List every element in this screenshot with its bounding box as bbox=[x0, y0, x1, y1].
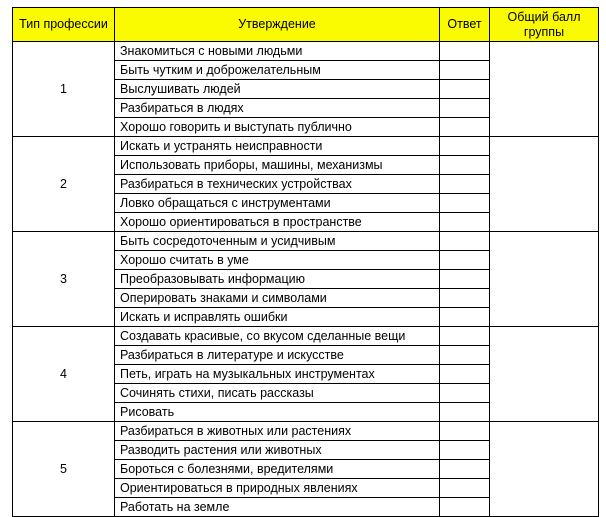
statement-cell: Разбираться в людях bbox=[115, 99, 440, 118]
header-type: Тип профессии bbox=[13, 8, 115, 42]
profession-type-number: 3 bbox=[13, 232, 115, 327]
group-score-cell[interactable] bbox=[490, 422, 599, 517]
answer-cell[interactable] bbox=[440, 137, 490, 156]
answer-cell[interactable] bbox=[440, 156, 490, 175]
answer-cell[interactable] bbox=[440, 460, 490, 479]
statement-cell: Работать на земле bbox=[115, 498, 440, 517]
statement-cell: Хорошо ориентироваться в пространстве bbox=[115, 213, 440, 232]
statement-cell: Разбираться в технических устройствах bbox=[115, 175, 440, 194]
statement-cell: Выслушивать людей bbox=[115, 80, 440, 99]
profession-type-number: 1 bbox=[13, 42, 115, 137]
questionnaire-table-wrapper bbox=[12, 7, 599, 517]
answer-cell[interactable] bbox=[440, 422, 490, 441]
profession-type-number: 2 bbox=[13, 137, 115, 232]
statement-cell: Быть сосредоточенным и усидчивым bbox=[115, 232, 440, 251]
table-row bbox=[13, 137, 599, 156]
statement-cell: Оперировать знаками и символами bbox=[115, 289, 440, 308]
answer-cell[interactable] bbox=[440, 118, 490, 137]
profession-type-number: 5 bbox=[13, 422, 115, 517]
answer-cell[interactable] bbox=[440, 479, 490, 498]
table-row bbox=[13, 327, 599, 346]
answer-cell[interactable] bbox=[440, 365, 490, 384]
statement-cell: Разбираться в животных или растениях bbox=[115, 422, 440, 441]
answer-cell[interactable] bbox=[440, 99, 490, 118]
answer-cell[interactable] bbox=[440, 441, 490, 460]
answer-cell[interactable] bbox=[440, 384, 490, 403]
statement-cell: Разводить растения или животных bbox=[115, 441, 440, 460]
group-score-cell[interactable] bbox=[490, 232, 599, 327]
statement-cell: Хорошо считать в уме bbox=[115, 251, 440, 270]
statement-cell: Хорошо говорить и выступать публично bbox=[115, 118, 440, 137]
answer-cell[interactable] bbox=[440, 327, 490, 346]
group-score-cell[interactable] bbox=[490, 327, 599, 422]
answer-cell[interactable] bbox=[440, 270, 490, 289]
answer-cell[interactable] bbox=[440, 213, 490, 232]
header-score: Общий балл группы bbox=[490, 8, 599, 42]
group-score-cell[interactable] bbox=[490, 137, 599, 232]
statement-cell: Рисовать bbox=[115, 403, 440, 422]
statement-cell: Знакомиться с новыми людьми bbox=[115, 42, 440, 61]
answer-cell[interactable] bbox=[440, 403, 490, 422]
answer-cell[interactable] bbox=[440, 42, 490, 61]
answer-cell[interactable] bbox=[440, 251, 490, 270]
statement-cell: Искать и исправлять ошибки bbox=[115, 308, 440, 327]
answer-cell[interactable] bbox=[440, 80, 490, 99]
statement-cell: Бороться с болезнями, вредителями bbox=[115, 460, 440, 479]
statement-cell: Сочинять стихи, писать рассказы bbox=[115, 384, 440, 403]
profession-type-number: 4 bbox=[13, 327, 115, 422]
answer-cell[interactable] bbox=[440, 194, 490, 213]
header-row bbox=[13, 8, 599, 42]
header-answer: Ответ bbox=[440, 8, 490, 42]
table-row bbox=[13, 42, 599, 61]
statement-cell: Использовать приборы, машины, механизмы bbox=[115, 156, 440, 175]
table-row bbox=[13, 422, 599, 441]
statement-cell: Искать и устранять неисправности bbox=[115, 137, 440, 156]
answer-cell[interactable] bbox=[440, 346, 490, 365]
answer-cell[interactable] bbox=[440, 289, 490, 308]
statement-cell: Создавать красивые, со вкусом сделанные вещи bbox=[115, 327, 440, 346]
answer-cell[interactable] bbox=[440, 61, 490, 80]
statement-cell: Преобразовывать информацию bbox=[115, 270, 440, 289]
table-row bbox=[13, 232, 599, 251]
answer-cell[interactable] bbox=[440, 498, 490, 517]
answer-cell[interactable] bbox=[440, 175, 490, 194]
statement-cell: Быть чутким и доброжелательным bbox=[115, 61, 440, 80]
profession-type-table bbox=[12, 7, 599, 517]
group-score-cell[interactable] bbox=[490, 42, 599, 137]
statement-cell: Ловко обращаться с инструментами bbox=[115, 194, 440, 213]
statement-cell: Петь, играть на музыкальных инструментах bbox=[115, 365, 440, 384]
statement-cell: Ориентироваться в природных явлениях bbox=[115, 479, 440, 498]
answer-cell[interactable] bbox=[440, 308, 490, 327]
header-statement: Утверждение bbox=[115, 8, 440, 42]
answer-cell[interactable] bbox=[440, 232, 490, 251]
statement-cell: Разбираться в литературе и искусстве bbox=[115, 346, 440, 365]
